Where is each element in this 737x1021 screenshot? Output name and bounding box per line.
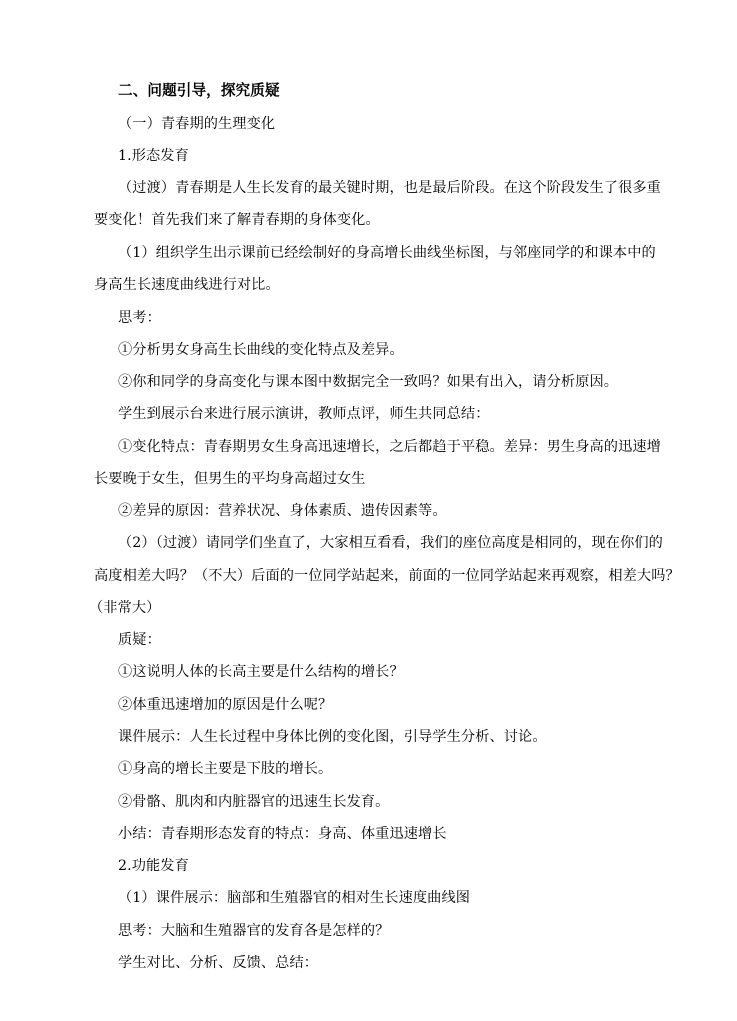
list-item: ①分析男女身高生长曲线的变化特点及差异。 [118,342,404,358]
topic-heading: 2.功能发育 [118,858,189,874]
paragraph-line: 要变化！首先我们来了解青春期的身体变化。 [94,212,380,228]
paragraph-line: 高度相差大吗？（不大）后面的一位同学站起来，前面的一位同学站起来再观察，相差大吗？ [94,568,680,584]
paragraph-line: （2）（过渡）请同学们坐直了，大家相互看看，我们的座位高度是相同的，现在你们的 [118,535,663,551]
think-label: 思考： [118,310,161,326]
paragraph-line: （过渡）青春期是人生长发育的最关键时期，也是最后阶段。在这个阶段发生了很多重 [118,180,661,196]
paragraph-line: （非常大） [89,600,161,616]
paragraph-line: ②差异的原因：营养状况、身体素质、遗传因素等。 [118,503,447,519]
paragraph-line: 身高生长速度曲线进行对比。 [94,277,280,293]
list-item: ②骨骼、肌肉和内脏器官的迅速生长发育。 [118,794,390,810]
paragraph-line: 小结：青春期形态发育的特点：身高、体重迅速增长 [118,826,447,842]
list-item: ②你和同学的身高变化与课本图中数据完全一致吗？如果有出入，请分析原因。 [118,374,619,390]
list-item: ②体重迅速增加的原因是什么呢？ [118,697,333,713]
paragraph-line: （1）组织学生出示课前已经绘制好的身高增长曲线坐标图，与邻座同学的和课本中的 [118,245,656,261]
subsection-title: （一）青春期的生理变化 [118,116,276,132]
paragraph-line: 课件展示：人生长过程中身体比例的变化图，引导学生分析、讨论。 [118,729,547,745]
paragraph-line: 思考：大脑和生殖器官的发育各是怎样的？ [118,923,390,939]
list-item: ①身高的增长主要是下肢的增长。 [118,761,333,777]
paragraph-line: ①变化特点：青春期男女生身高迅速增长，之后都趋于平稳。差异：男生身高的迅速增 [118,439,661,455]
topic-heading: 1.形态发育 [118,148,189,164]
paragraph-line: （1）课件展示：脑部和生殖器官的相对生长速度曲线图 [118,890,471,906]
paragraph-line: 长要晚于女生，但男生的平均身高超过女生 [94,471,366,487]
paragraph-line: 学生对比、分析、反馈、总结： [118,955,319,971]
question-label: 质疑： [118,632,161,648]
section-title: 二、问题引导，探究质疑 [118,82,280,99]
list-item: ①这说明人体的长高主要是什么结构的增长？ [118,664,404,680]
paragraph-line: 学生到展示台来进行展示演讲，教师点评，师生共同总结： [118,406,490,422]
